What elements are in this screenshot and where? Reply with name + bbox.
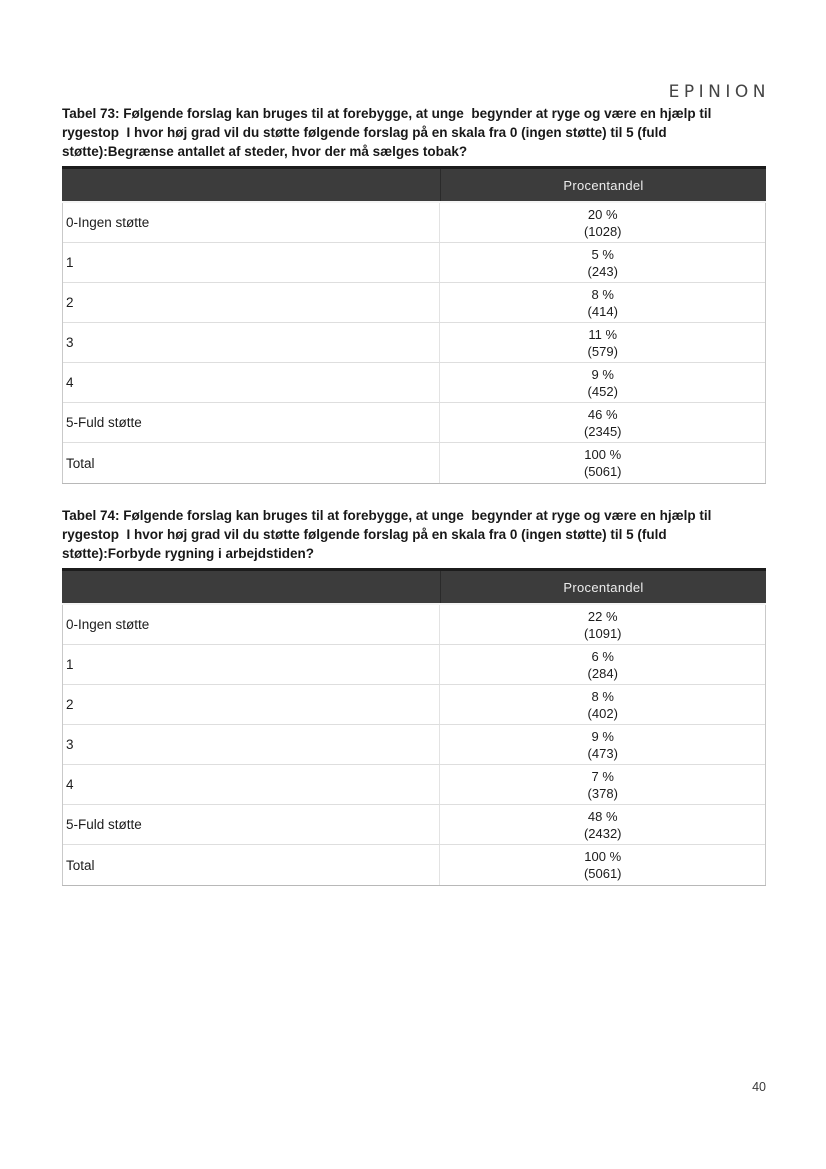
header-cell-empty [62,571,440,603]
table-74-header [62,571,766,605]
percent-value: 100 % [584,447,622,462]
table-row-total [63,845,765,885]
table-row-total [63,443,765,483]
count-value: (5061) [583,464,622,479]
epinion-logo: EPINION [668,82,770,102]
row-value [439,685,765,724]
count-value: (579) [587,343,618,359]
table-row [63,645,765,685]
percent-value: 8 % [591,688,614,704]
count-value: (5061) [583,866,622,881]
page-content [62,104,766,886]
table-row [63,725,765,765]
row-label: 2 [66,697,74,712]
row-value [439,443,765,483]
table-row [63,685,765,725]
row-label: 5-Fuld støtte [66,817,142,832]
table-row [63,403,765,443]
table-73-header [62,169,766,203]
page-number: 40 [752,1080,766,1094]
row-value [439,725,765,764]
percent-value: 9 % [591,728,614,744]
row-label: 0-Ingen støtte [66,617,150,632]
header-cell-procentandel: Procentandel [440,571,766,603]
header-cell-empty [62,169,440,201]
percent-value: 8 % [591,286,614,302]
count-value: (243) [587,263,618,279]
count-value: (1091) [583,625,622,641]
count-value: (1028) [583,223,622,239]
row-label: 3 [66,335,74,350]
percent-value: 46 % [587,406,618,422]
row-value [439,805,765,844]
row-value [439,203,765,242]
count-value: (2345) [583,423,622,439]
row-label: 3 [66,737,74,752]
table-row [63,243,765,283]
row-label: 4 [66,777,74,792]
header-cell-procentandel: Procentandel [440,169,766,201]
row-label: 1 [66,255,74,270]
percent-value: 100 % [584,849,622,864]
table-row [63,283,765,323]
percent-value: 22 % [587,608,618,624]
table-row [63,323,765,363]
table-73 [62,166,766,484]
row-label: 1 [66,657,74,672]
percent-value: 7 % [591,768,614,784]
table-73-body [62,203,766,483]
row-value [439,403,765,442]
table-row [63,203,765,243]
table-74 [62,568,766,886]
count-value: (378) [587,785,618,801]
percent-value: 9 % [591,366,614,382]
row-value [439,323,765,362]
row-value [439,845,765,885]
count-value: (452) [587,383,618,399]
percent-value: 6 % [591,648,614,664]
row-label: 5-Fuld støtte [66,415,142,430]
table-74-body [62,605,766,885]
table-row [63,363,765,403]
percent-value: 20 % [587,206,618,222]
row-label: 2 [66,295,74,310]
row-label: 0-Ingen støtte [66,215,150,230]
table-74-title: Tabel 74: Følgende forslag kan bruges til at forebygge, at unge begynder at ryge og være en hjælp til rygestop I hvor høj grad vil du støtte følgende forslag på en skala fra 0 (ingen støtte) til 5 (fuld støtte):Forbyde rygning i arbejdstiden? [62,508,716,561]
count-value: (284) [587,665,618,681]
row-label: Total [66,455,95,471]
row-value [439,283,765,322]
row-value [439,363,765,402]
row-label: Total [66,857,95,873]
percent-value: 11 % [588,326,618,342]
table-row [63,765,765,805]
count-value: (2432) [583,825,622,841]
row-value [439,243,765,282]
table-row [63,805,765,845]
table-row [63,605,765,645]
count-value: (473) [587,745,618,761]
percent-value: 5 % [591,246,614,262]
row-value [439,645,765,684]
table-73-title: Tabel 73: Følgende forslag kan bruges til at forebygge, at unge begynder at ryge og være en hjælp til rygestop I hvor høj grad vil du støtte følgende forslag på en skala fra 0 (ingen støtte) til 5 (fuld støtte):Begrænse antallet af steder, hvor der må sælges tobak? [62,106,716,159]
percent-value: 48 % [587,808,618,824]
count-value: (414) [587,303,618,319]
row-value [439,765,765,804]
row-value [439,605,765,644]
count-value: (402) [587,705,618,721]
row-label: 4 [66,375,74,390]
